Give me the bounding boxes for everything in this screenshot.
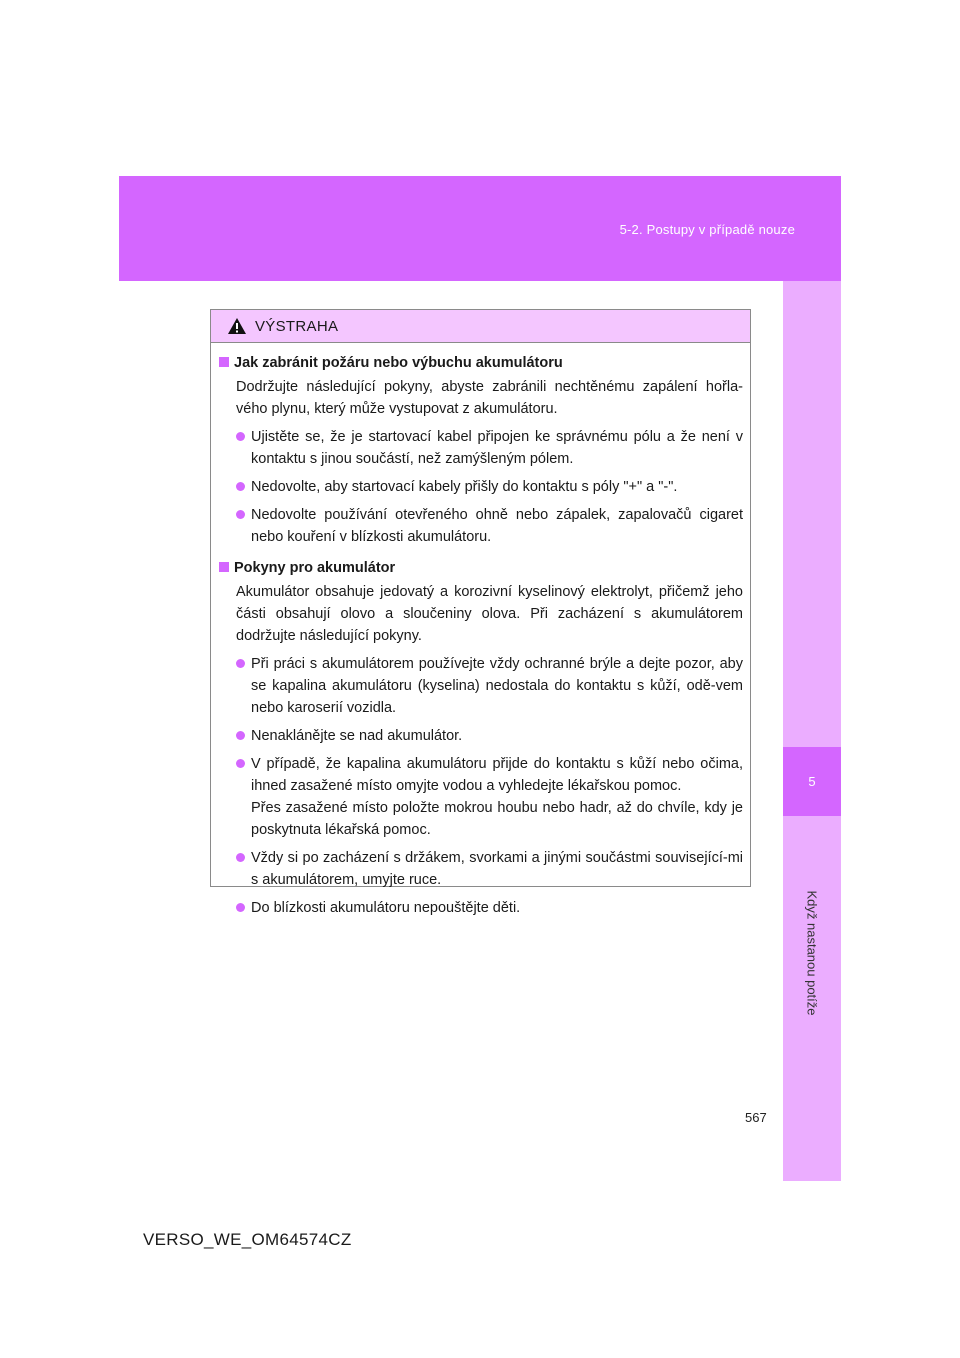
section-header: 5-2. Postupy v případě nouze	[619, 222, 795, 237]
square-bullet-icon	[219, 562, 229, 572]
bullet-text: Nenaklánějte se nad akumulátor.	[251, 728, 463, 744]
bullet-dot-icon	[236, 731, 245, 740]
chapter-number: 5	[783, 747, 841, 816]
header-band	[119, 176, 841, 281]
bullet-dot-icon	[236, 853, 245, 862]
bullet-dot-icon	[236, 759, 245, 768]
warning-body	[211, 343, 750, 919]
bullet-dot-icon	[236, 510, 245, 519]
bullet-text: Vždy si po zacházení s držákem, svorkami a jinými součástmi související-mi s akumulátorem, umyjte ruce.	[251, 850, 743, 888]
warning-box	[210, 309, 751, 916]
bullet-text: Nedovolte používání otevřeného ohně nebo zápalek, zapalovačů cigaret nebo kouření v blízkosti akumulátoru.	[251, 507, 743, 545]
section-heading	[219, 557, 743, 579]
section-heading	[219, 352, 743, 374]
warning-triangle-icon	[227, 317, 247, 335]
bullet-item	[236, 426, 743, 470]
bullet-text: Do blízkosti akumulátoru nepouštějte děti.	[251, 900, 521, 916]
bullet-dot-icon	[236, 482, 245, 491]
bullet-item	[236, 753, 743, 841]
bullet-text	[251, 753, 743, 841]
bullet-item	[236, 897, 743, 919]
bullet-item	[236, 504, 743, 548]
bullet-dot-icon	[236, 659, 245, 668]
bullet-text-main: V případě, že kapalina akumulátoru přijde do kontaktu s kůží nebo očima, ihned zasažené místo omyjte vodou a vyhledejte lékařskou pomoc.	[251, 756, 743, 794]
bullet-item	[236, 847, 743, 891]
bullet-text: Při práci s akumulátorem používejte vždy ochranné brýle a dejte pozor, aby se kapalina akumulátoru (kyselina) nedostala do kontaktu s kůží, odě-vem nebo karoserií vozidla.	[251, 656, 743, 716]
bullet-dot-icon	[236, 903, 245, 912]
document-code: VERSO_WE_OM64574CZ	[143, 1230, 352, 1249]
bullet-item	[236, 476, 743, 498]
section-heading-text: Pokyny pro akumulátor	[234, 560, 396, 576]
chapter-title: Když nastanou potíže	[804, 890, 820, 1016]
bullet-dot-icon	[236, 432, 245, 441]
bullet-text-continuation: Přes zasažené místo položte mokrou houbu nebo hadr, až do chvíle, kdy je poskytnuta lékařská pomoc.	[251, 800, 743, 838]
bullet-item	[236, 725, 743, 747]
section-intro: Dodržujte následující pokyny, abyste zabránili nechtěnému zapálení hořla-vého plynu, který může vystupovat z akumulátoru.	[236, 379, 743, 417]
chapter-side-tab	[783, 281, 841, 1181]
bullet-text: Nedovolte, aby startovací kabely přišly do kontaktu s póly "+" a "-".	[251, 479, 678, 495]
warning-header	[211, 310, 750, 343]
page-number: 567	[745, 1110, 767, 1125]
bullet-text: Ujistěte se, že je startovací kabel připojen ke správnému pólu a že není v kontaktu s jinou součástí, než zamýšleným pólem.	[251, 429, 743, 467]
section-heading-text: Jak zabránit požáru nebo výbuchu akumulátoru	[234, 355, 563, 371]
warning-title: VÝSTRAHA	[255, 317, 339, 335]
section-intro: Akumulátor obsahuje jedovatý a korozivní kyselinový elektrolyt, přičemž jeho části obsahují olovo a sloučeniny olova. Při zacházení s akumulátorem dodržujte následující pokyny.	[236, 584, 743, 644]
bullet-item	[236, 653, 743, 719]
square-bullet-icon	[219, 357, 229, 367]
